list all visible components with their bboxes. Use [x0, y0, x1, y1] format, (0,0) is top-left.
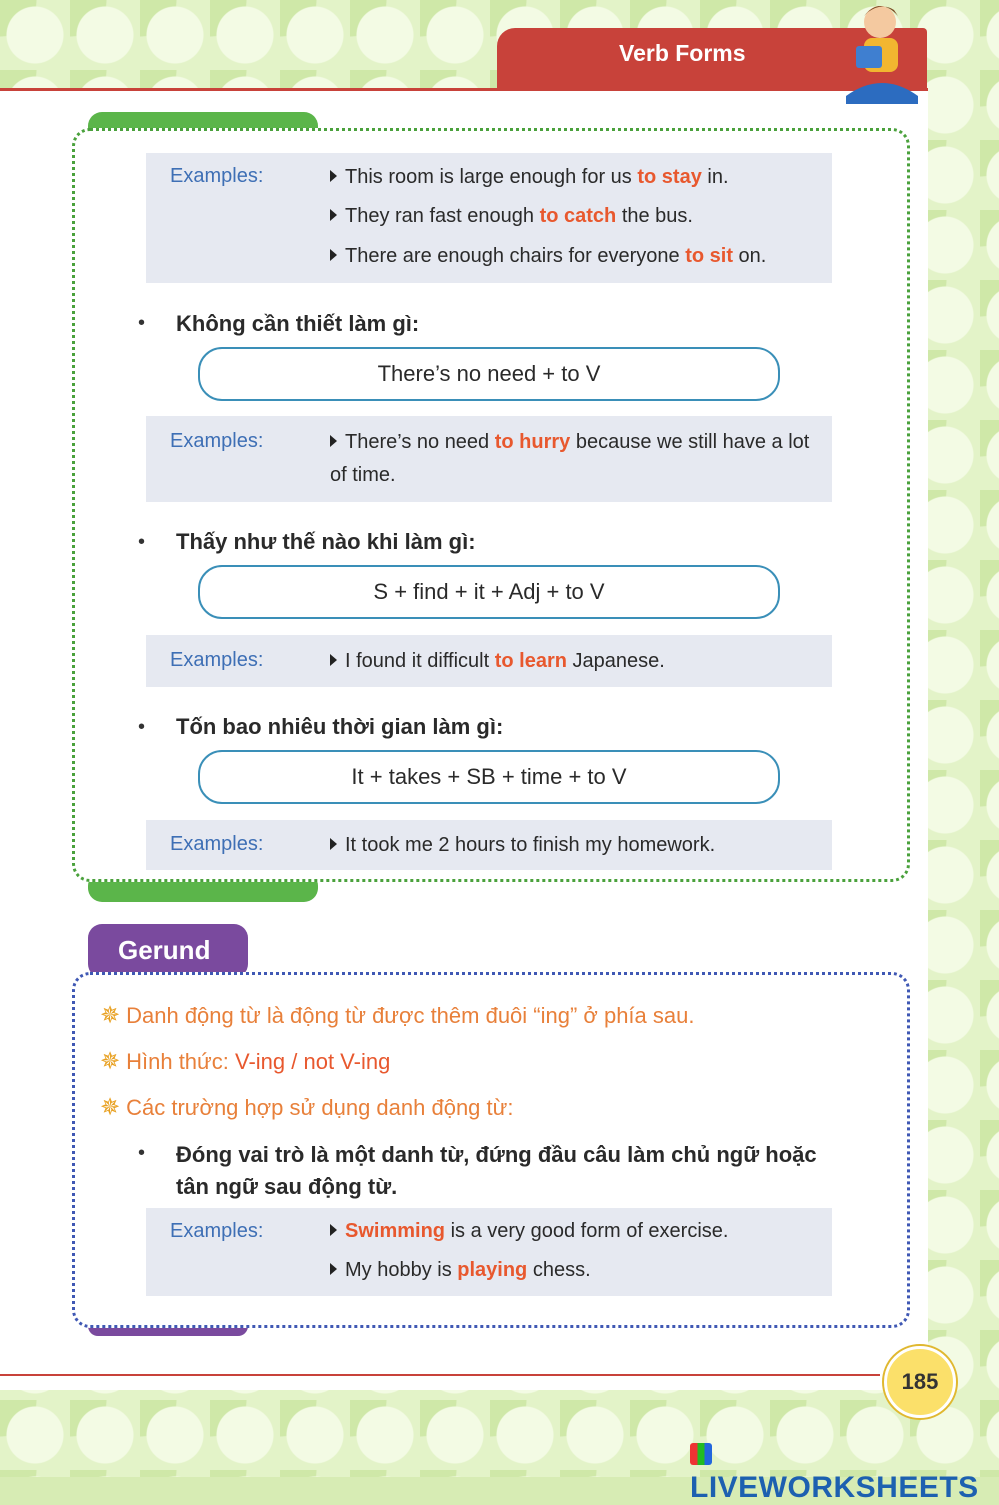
example-line: My hobby is playing chess.: [330, 1254, 822, 1287]
arrow-right-icon: [330, 249, 337, 261]
arrow-right-icon: [330, 209, 337, 221]
rule-heading: Không cần thiết làm gì:: [176, 311, 420, 336]
rule-heading: Thấy như thế nào khi làm gì:: [176, 529, 476, 554]
liveworksheets-logo-icon: [690, 1443, 712, 1465]
arrow-right-icon: [330, 170, 337, 182]
star-icon: ✵: [100, 1094, 121, 1121]
bottom-rule: [0, 1374, 880, 1376]
examples-block: [146, 820, 832, 870]
formula-box: It + takes + SB + time + to V: [198, 750, 780, 804]
arrow-right-icon: [330, 838, 337, 850]
arrow-right-icon: [330, 435, 337, 447]
top-rule: [0, 88, 928, 91]
example-line: This room is large enough for us to stay in.: [330, 161, 822, 194]
rule-heading: Tốn bao nhiêu thời gian làm gì:: [176, 714, 504, 739]
rule-heading: Đóng vai trò là một danh từ, đứng đầu câu làm chủ ngữ hoặc tân ngữ sau động từ.: [176, 1142, 817, 1199]
formula-box: S + find + it + Adj + to V: [198, 565, 780, 619]
bullet: •: [138, 531, 146, 553]
example-line: Swimming is a very good form of exercise.: [330, 1215, 822, 1248]
star-icon: ✵: [100, 1002, 121, 1029]
examples-label: Examples:: [170, 165, 264, 187]
examples-block: [146, 635, 832, 687]
page-number: 185: [884, 1346, 956, 1418]
examples-label: Examples:: [170, 430, 264, 452]
watermark[interactable]: LIVEWORKSHEETS: [690, 1437, 999, 1505]
page-title: Verb Forms: [619, 40, 746, 66]
example-line: They ran fast enough to catch the bus.: [330, 200, 822, 233]
arrow-right-icon: [330, 1263, 337, 1275]
example-line: I found it difficult to learn Japanese.: [330, 645, 822, 678]
star-icon: ✵: [100, 1048, 121, 1075]
examples-label: Examples:: [170, 649, 264, 671]
examples-block: [146, 1208, 832, 1296]
examples-label: Examples:: [170, 833, 264, 855]
example-line: It took me 2 hours to finish my homework.: [330, 829, 822, 862]
gerund-form: ✵ Hình thức: V-ing / not V-ing: [100, 1048, 391, 1075]
examples-block: [146, 416, 832, 502]
example-line: There are enough chairs for everyone to sit on.: [330, 240, 822, 273]
examples-block: [146, 153, 832, 283]
formula-box: There’s no need + to V: [198, 347, 780, 401]
gerund-definition: ✵ Danh động từ là động từ được thêm đuôi “ing” ở phía sau.: [100, 1002, 695, 1029]
gerund-cases: ✵ Các trường hợp sử dụng danh động từ:: [100, 1094, 514, 1121]
example-line: There’s no need to hurry because we still have a lot of time.: [330, 431, 810, 486]
examples-label: Examples:: [170, 1220, 264, 1242]
arrow-right-icon: [330, 1224, 337, 1236]
reading-boy-illustration: [842, 0, 922, 104]
gerund-title: Gerund: [118, 935, 211, 965]
bullet: •: [138, 716, 146, 738]
bullet: •: [138, 1142, 146, 1164]
bullet: •: [138, 312, 146, 334]
arrow-right-icon: [330, 654, 337, 666]
